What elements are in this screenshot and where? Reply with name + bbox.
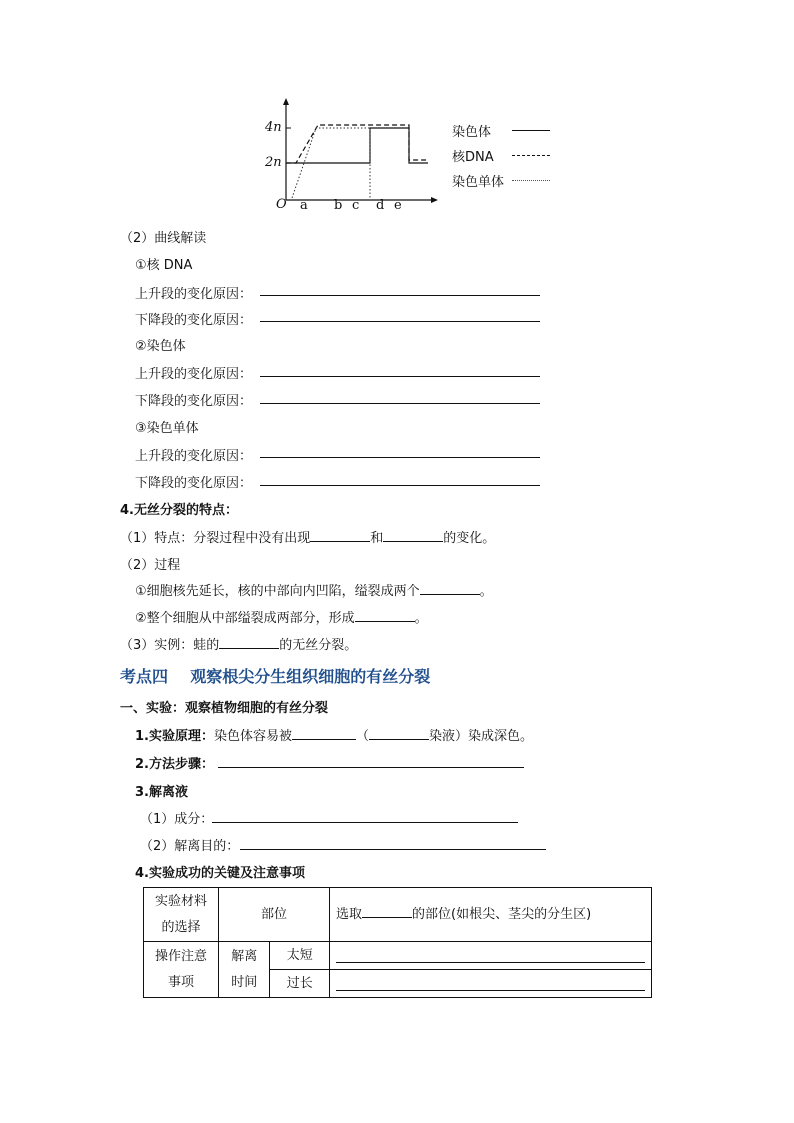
material-cell: 实验材料 的选择	[144, 888, 219, 942]
chromosome-curve	[286, 128, 428, 163]
principle-blank-1[interactable]	[292, 726, 356, 740]
amitosis-example: （3）实例：蛙的 的无丝分裂。	[120, 634, 357, 653]
part-cell: 部位	[219, 888, 330, 942]
step1-blank[interactable]	[420, 581, 480, 595]
component-label: （1）成分：	[140, 812, 214, 827]
feature-blank-1[interactable]	[310, 528, 370, 542]
amitosis-step2: ②整个细胞从中部缢裂成两部分，形成 。	[135, 607, 428, 626]
keys-title: 4.实验成功的关键及注意事项	[135, 866, 305, 881]
amitosis-process-title: （2）过程	[120, 558, 181, 573]
steps-label: 2.方法步骤：	[135, 757, 214, 772]
component-answer[interactable]	[212, 822, 518, 823]
curve-chromatid: ③染色单体	[135, 421, 199, 436]
y-axis-arrow	[283, 98, 289, 105]
ops-cell: 操作注意 事项	[144, 942, 219, 998]
x-label-a: a	[300, 198, 308, 213]
legend-chromatid: 染色单体	[452, 175, 505, 190]
chromatid-rise-answer[interactable]	[260, 457, 540, 458]
x-label-c: c	[352, 198, 360, 213]
dissociation-time-cell: 解离 时间	[219, 942, 270, 998]
table-row	[144, 888, 652, 942]
dna-curve	[286, 125, 428, 163]
chromosome-fall-label: 下降段的变化原因：	[135, 394, 253, 409]
long-cell: 过长	[270, 970, 330, 998]
steps-answer[interactable]	[218, 767, 524, 768]
long-answer-cell[interactable]	[330, 970, 652, 998]
chromatid-curve	[292, 128, 370, 200]
short-cell: 太短	[270, 942, 330, 970]
experiment-notes-table	[143, 887, 652, 998]
dna-fall-answer[interactable]	[260, 321, 540, 322]
legend-solid-line	[512, 130, 550, 131]
purpose-answer[interactable]	[240, 849, 546, 850]
experiment-title: 一、实验：观察植物细胞的有丝分裂	[120, 701, 329, 716]
dna-fall-label: 下降段的变化原因：	[135, 313, 253, 328]
table-row	[144, 942, 652, 970]
chromatid-fall-label: 下降段的变化原因：	[135, 476, 253, 491]
curve-title: （2）曲线解读	[120, 231, 207, 246]
dissociation-title: 3.解离液	[135, 785, 188, 800]
part-blank[interactable]	[362, 904, 412, 918]
example-blank[interactable]	[219, 635, 279, 649]
curve-chromosome: ②染色体	[135, 339, 186, 354]
x-axis-arrow	[431, 197, 438, 203]
amitosis-step1: ①细胞核先延长，核的中部向内凹陷，缢裂成两个 。	[135, 580, 493, 599]
legend-dotted-line	[512, 180, 550, 181]
origin-label: O	[276, 197, 287, 212]
x-label-b: b	[334, 198, 343, 213]
legend-dna: 核DNA	[452, 150, 494, 165]
feature-blank-2[interactable]	[383, 528, 443, 542]
chromatid-fall-answer[interactable]	[260, 485, 540, 486]
chromosome-rise-answer[interactable]	[260, 376, 540, 377]
part-content-cell: 选取 的部位(如根尖、茎尖的分生区)	[330, 888, 652, 942]
chromosome-rise-label: 上升段的变化原因：	[135, 367, 253, 382]
amitosis-feature: （1）特点：分裂过程中没有出现 和 的变化。	[120, 527, 495, 546]
section4-heading: 考点四 观察根尖分生组织细胞的有丝分裂	[120, 667, 431, 686]
dna-rise-answer[interactable]	[260, 295, 540, 296]
legend-chromosome: 染色体	[452, 125, 492, 140]
purpose-label: （2）解离目的：	[140, 839, 240, 854]
x-label-d: d	[376, 198, 385, 213]
y-label-2n: 2n	[265, 155, 282, 170]
principle-blank-2[interactable]	[369, 726, 429, 740]
short-answer-cell[interactable]	[330, 942, 652, 970]
principle-row: 1.实验原理：染色体容易被 （ 染液）染成深色。	[135, 725, 533, 744]
chromosome-fall-answer[interactable]	[260, 403, 540, 404]
curve-dna: ①核 DNA	[135, 258, 193, 273]
y-label-4n: 4n	[265, 120, 282, 135]
x-label-e: e	[394, 198, 402, 213]
dna-rise-label: 上升段的变化原因：	[135, 287, 253, 302]
chromatid-rise-label: 上升段的变化原因：	[135, 449, 253, 464]
amitosis-title: 4.无丝分裂的特点：	[120, 503, 238, 518]
step2-blank[interactable]	[355, 608, 415, 622]
legend-dashed-line	[512, 155, 550, 156]
